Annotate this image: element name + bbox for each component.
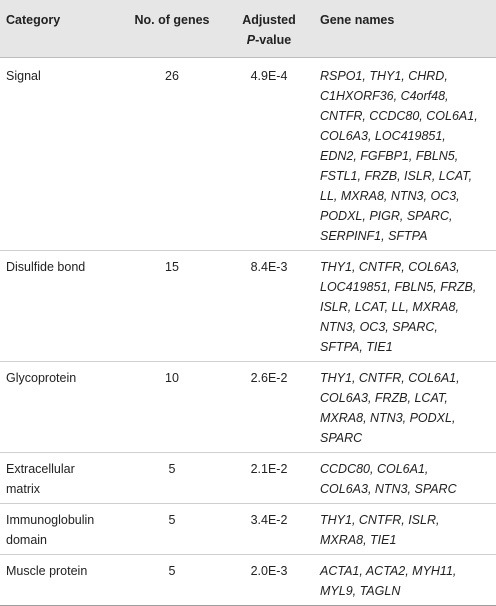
header-category: Category [6,13,61,27]
table-row [0,555,496,606]
table-row [0,58,496,251]
cell-category: Extracellular matrix [6,462,75,496]
cell-gene-names [312,555,496,606]
cell-num-genes: 5 [168,564,176,578]
cell-p-value: 3.4E-2 [250,513,288,527]
gene-line: CCDC80, COL6A1, [320,462,429,476]
gene-line: FSTL1, FRZB, ISLR, LCAT, [320,169,473,183]
category-line: domain [6,533,47,547]
category-line: Immunoglobulin [6,513,95,527]
cell-num-genes: 5 [168,513,176,527]
cell-gene-names [312,362,496,453]
gene-line: LOC419851, FBLN5, FRZB, [320,280,477,294]
table-header [0,0,496,58]
gene-line: ACTA1, ACTA2, MYH11, [320,564,457,578]
gene-line: COL6A3, LOC419851, [320,129,446,143]
gene-line: C1HXORF36, C4orf48, [320,89,449,103]
header-row [0,0,496,58]
header-value-suffix: -value [255,33,292,47]
header-adjusted-word: Adjusted [242,13,296,27]
gene-line: NTN3, OC3, SPARC, [320,320,438,334]
table-row [0,504,496,555]
cell-category: Muscle protein [6,564,88,578]
gene-line: COL6A3, FRZB, LCAT, [320,391,448,405]
header-p-letter: P [246,33,256,47]
cell-gene-names [312,453,496,504]
gene-line: MXRA8, NTN3, PODXL, [320,411,456,425]
gene-line: EDN2, FGFBP1, FBLN5, [320,149,459,163]
cell-p-value: 2.1E-2 [250,462,288,476]
cell-num-genes: 5 [168,462,176,476]
cell-category [0,504,118,555]
gene-line: RSPO1, THY1, CHRD, [320,69,448,83]
gene-line: MYL9, TAGLN [320,584,401,598]
gene-line: COL6A3, NTN3, SPARC [320,482,457,496]
gene-line: CNTFR, CCDC80, COL6A1, [320,109,478,123]
cell-gene-names [312,58,496,251]
table-row [0,251,496,362]
gene-line: THY1, CNTFR, COL6A1, [320,371,460,385]
gene-line: THY1, CNTFR, ISLR, [320,513,440,527]
cell-p-value: 4.9E-4 [250,69,288,83]
header-num-genes: No. of genes [134,13,210,27]
cell-p-value: 2.6E-2 [250,371,288,385]
cell-p-value: 2.0E-3 [250,564,288,578]
header-adjusted-p-value [226,0,312,58]
gene-line: THY1, CNTFR, COL6A3, [320,260,460,274]
cell-num-genes: 10 [165,371,179,385]
cell-gene-names [312,251,496,362]
table-row [0,362,496,453]
table-body [0,58,496,606]
gene-line: SFTPA, TIE1 [320,340,393,354]
header-gene-names: Gene names [320,13,395,27]
gene-line: PODXL, PIGR, SPARC, [320,209,453,223]
cell-category: Glycoprotein [6,371,77,385]
gene-line: SERPINF1, SFTPA [320,229,428,243]
gene-line: SPARC [320,431,363,445]
cell-num-genes: 15 [165,260,179,274]
cell-num-genes: 26 [165,69,179,83]
cell-category: Disulfide bond [6,260,86,274]
table-row [0,453,496,504]
gene-line: LL, MXRA8, NTN3, OC3, [320,189,460,203]
cell-gene-names [312,504,496,555]
gene-line: ISLR, LCAT, LL, MXRA8, [320,300,459,314]
cell-category: Signal [6,69,41,83]
cell-p-value: 8.4E-3 [250,260,288,274]
gene-line: MXRA8, TIE1 [320,533,397,547]
